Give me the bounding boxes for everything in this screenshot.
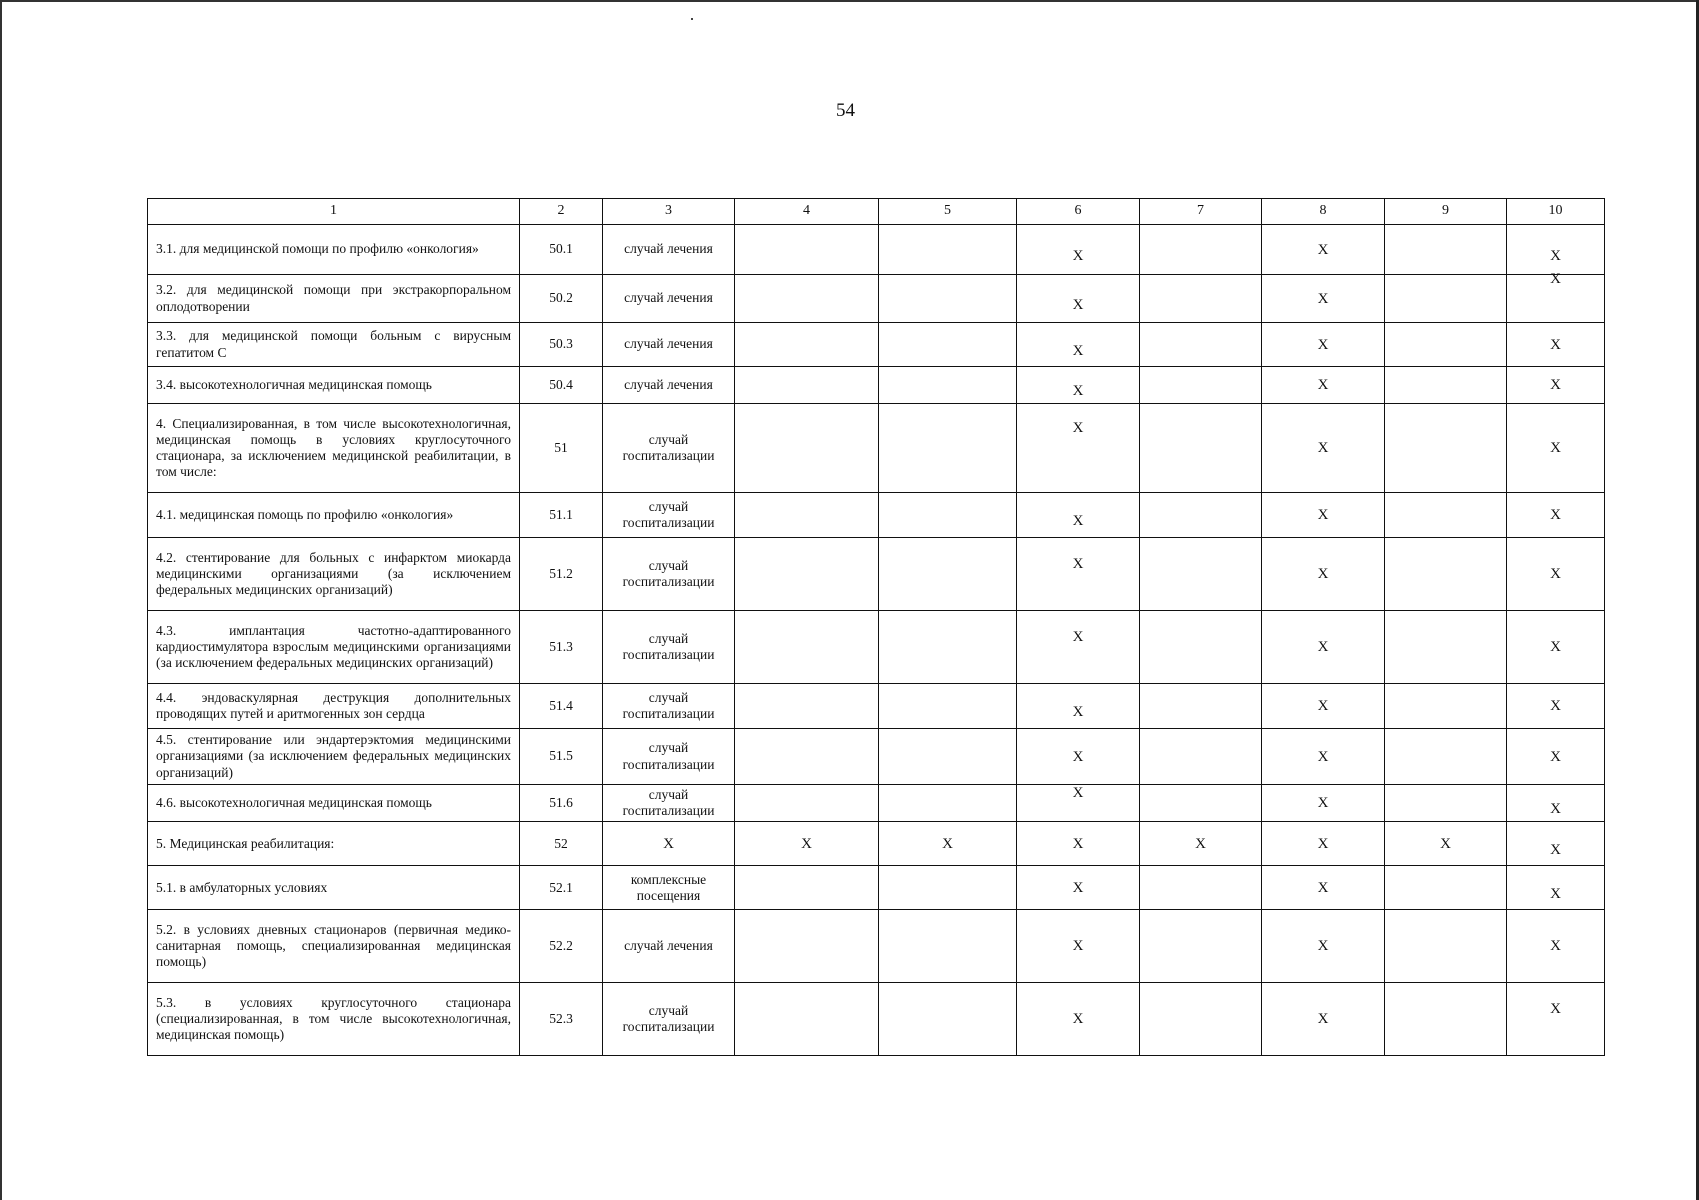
scan-speck: [691, 18, 693, 20]
value-cell: X: [1262, 983, 1385, 1056]
value-cell: [1017, 684, 1140, 729]
table-row: [148, 323, 1605, 367]
row-unit: случай госпитализации: [603, 404, 735, 493]
row-unit: случай госпитализации: [603, 729, 735, 785]
row-code: 51: [520, 404, 603, 493]
value-cell: [1140, 404, 1262, 493]
value-cell: X: [1262, 275, 1385, 323]
row-name: 3.4. высокотехнологичная медицинская помощь: [148, 367, 520, 404]
row-code: 51.5: [520, 729, 603, 785]
value-cell: X: [1507, 729, 1605, 785]
value-cell: [1507, 822, 1605, 866]
row-unit: случай госпитализации: [603, 785, 735, 822]
row-code: 51.4: [520, 684, 603, 729]
cell-mark: X: [1072, 383, 1084, 399]
row-name: 4.4. эндоваскулярная деструкция дополнительных проводящих путей и аритмогенных зон сердца: [148, 684, 520, 729]
cell-mark: X: [1072, 420, 1084, 436]
value-cell: X: [1017, 910, 1140, 983]
value-cell: X: [1385, 822, 1507, 866]
cell-mark: X: [1072, 785, 1084, 802]
value-cell: [1140, 684, 1262, 729]
table-row: [148, 822, 1605, 866]
value-cell: [735, 983, 879, 1056]
row-name: 3.1. для медицинской помощи по профилю «онкология»: [148, 225, 520, 275]
value-cell: [735, 367, 879, 404]
value-cell: [735, 275, 879, 323]
cell-mark: X: [1550, 1001, 1561, 1018]
row-unit: случай лечения: [603, 275, 735, 323]
value-cell: X: [1017, 983, 1140, 1056]
value-cell: [1140, 225, 1262, 275]
data-table: [147, 198, 1605, 1056]
value-cell: X: [1507, 910, 1605, 983]
row-code: 51.1: [520, 493, 603, 538]
table-row: [148, 493, 1605, 538]
value-cell: [735, 323, 879, 367]
value-cell: [1017, 404, 1140, 493]
row-name: 5.3. в условиях круглосуточного стационара (специализированная, в том числе высокотехнологичная, медицинская помощь): [148, 983, 520, 1056]
value-cell: [1017, 225, 1140, 275]
row-unit: случай лечения: [603, 225, 735, 275]
scan-border-top: [0, 0, 1699, 2]
value-cell: X: [1262, 493, 1385, 538]
value-cell: X: [1262, 367, 1385, 404]
value-cell: X: [1507, 493, 1605, 538]
cell-mark: X: [1550, 247, 1561, 264]
table-row: [148, 538, 1605, 611]
header-cell: 10: [1507, 199, 1605, 225]
cell-mark: X: [1550, 270, 1561, 287]
value-cell: [1140, 323, 1262, 367]
row-name: 4.2. стентирование для больных с инфарктом миокарда медицинскими организациями (за исключением федеральных медицинских организаций): [148, 538, 520, 611]
row-unit: случай лечения: [603, 323, 735, 367]
table-row: [148, 367, 1605, 404]
value-cell: X: [1017, 729, 1140, 785]
table-row: [148, 404, 1605, 493]
header-cell: 3: [603, 199, 735, 225]
value-cell: [735, 866, 879, 910]
value-cell: [1385, 785, 1507, 822]
value-cell: [735, 493, 879, 538]
row-unit: случай госпитализации: [603, 983, 735, 1056]
value-cell: X: [1262, 404, 1385, 493]
table-row: [148, 275, 1605, 323]
value-cell: X: [879, 822, 1017, 866]
value-cell: [1017, 323, 1140, 367]
cell-mark: X: [1072, 342, 1084, 359]
header-cell: 6: [1017, 199, 1140, 225]
value-cell: X: [1262, 729, 1385, 785]
row-code: 50.2: [520, 275, 603, 323]
value-cell: X: [1262, 611, 1385, 684]
cell-mark: X: [1550, 841, 1561, 858]
value-cell: [1385, 493, 1507, 538]
page-number: 54: [836, 100, 855, 121]
value-cell: X: [1262, 822, 1385, 866]
value-cell: [735, 611, 879, 684]
row-code: 51.6: [520, 785, 603, 822]
value-cell: [735, 404, 879, 493]
value-cell: X: [1262, 684, 1385, 729]
value-cell: [1385, 611, 1507, 684]
row-name: 5.2. в условиях дневных стационаров (первичная медико-санитарная помощь, специализированная медицинская помощь): [148, 910, 520, 983]
value-cell: X: [1140, 822, 1262, 866]
value-cell: [1385, 538, 1507, 611]
table-header-row: [148, 199, 1605, 225]
value-cell: [1017, 611, 1140, 684]
value-cell: [1140, 538, 1262, 611]
value-cell: X: [1262, 225, 1385, 275]
value-cell: [1507, 785, 1605, 822]
value-cell: [1140, 275, 1262, 323]
value-cell: [1385, 275, 1507, 323]
value-cell: [735, 684, 879, 729]
value-cell: X: [1017, 822, 1140, 866]
header-cell: 4: [735, 199, 879, 225]
row-name: 3.2. для медицинской помощи при экстракорпоральном оплодотворении: [148, 275, 520, 323]
value-cell: [879, 785, 1017, 822]
value-cell: [879, 729, 1017, 785]
value-cell: X: [1507, 404, 1605, 493]
value-cell: [1385, 367, 1507, 404]
value-cell: [879, 367, 1017, 404]
header-cell: 7: [1140, 199, 1262, 225]
row-code: 52.3: [520, 983, 603, 1056]
cell-mark: X: [1550, 801, 1561, 818]
row-name: 4.3. имплантация частотно-адаптированного кардиостимулятора взрослым медицинскими организациями (за исключением федеральных медицинских организаций): [148, 611, 520, 684]
value-cell: X: [1507, 367, 1605, 404]
value-cell: [1140, 611, 1262, 684]
row-unit: случай лечения: [603, 367, 735, 404]
cell-mark: X: [1072, 247, 1084, 264]
value-cell: [1140, 983, 1262, 1056]
row-code: 52.1: [520, 866, 603, 910]
value-cell: [879, 611, 1017, 684]
row-name: 4.5. стентирование или эндартерэктомия медицинскими организациями (за исключением федеральных медицинских организаций): [148, 729, 520, 785]
value-cell: [1385, 910, 1507, 983]
value-cell: [1017, 493, 1140, 538]
value-cell: X: [735, 822, 879, 866]
value-cell: [879, 225, 1017, 275]
table-row: [148, 785, 1605, 822]
value-cell: [1385, 729, 1507, 785]
value-cell: X: [1262, 866, 1385, 910]
value-cell: [735, 729, 879, 785]
value-cell: [1140, 367, 1262, 404]
row-name: 4. Специализированная, в том числе высокотехнологичная, медицинская помощь в условиях круглосуточного стационара, за исключением медицинской реабилитации, в том числе:: [148, 404, 520, 493]
header-cell: 5: [879, 199, 1017, 225]
value-cell: [1140, 493, 1262, 538]
value-cell: [1140, 785, 1262, 822]
value-cell: [1385, 684, 1507, 729]
value-cell: X: [1262, 785, 1385, 822]
value-cell: [735, 785, 879, 822]
table-row: [148, 910, 1605, 983]
value-cell: [879, 538, 1017, 611]
value-cell: [879, 323, 1017, 367]
header-cell: 1: [148, 199, 520, 225]
cell-mark: X: [1072, 704, 1084, 720]
cell-mark: X: [1550, 885, 1561, 902]
header-cell: 2: [520, 199, 603, 225]
row-unit: случай госпитализации: [603, 684, 735, 729]
value-cell: [1385, 225, 1507, 275]
value-cell: [1140, 729, 1262, 785]
value-cell: [1507, 270, 1605, 323]
value-cell: [1507, 225, 1605, 275]
cell-mark: X: [1072, 556, 1084, 572]
value-cell: [1140, 866, 1262, 910]
value-cell: X: [1507, 684, 1605, 729]
table-row: [148, 729, 1605, 785]
value-cell: [1017, 275, 1140, 323]
value-cell: [879, 910, 1017, 983]
row-name: 4.6. высокотехнологичная медицинская помощь: [148, 785, 520, 822]
scan-border-left: [0, 0, 2, 1200]
row-unit: случай госпитализации: [603, 538, 735, 611]
row-code: 51.2: [520, 538, 603, 611]
value-cell: [735, 225, 879, 275]
table-row: [148, 225, 1605, 275]
table-row: [148, 611, 1605, 684]
value-cell: [1017, 538, 1140, 611]
table-row: [148, 684, 1605, 729]
cell-mark: X: [1072, 513, 1084, 529]
cell-mark: X: [1072, 296, 1084, 313]
row-name: 5. Медицинская реабилитация:: [148, 822, 520, 866]
row-unit: случай госпитализации: [603, 493, 735, 538]
table-row: [148, 983, 1605, 1056]
value-cell: [879, 684, 1017, 729]
row-name: 4.1. медицинская помощь по профилю «онкология»: [148, 493, 520, 538]
row-code: 51.3: [520, 611, 603, 684]
row-code: 52: [520, 822, 603, 866]
value-cell: [735, 538, 879, 611]
row-unit: X: [603, 822, 735, 866]
value-cell: [1017, 785, 1140, 822]
value-cell: [1385, 983, 1507, 1056]
row-code: 50.4: [520, 367, 603, 404]
header-cell: 8: [1262, 199, 1385, 225]
value-cell: [1385, 323, 1507, 367]
value-cell: [1385, 866, 1507, 910]
header-cell: 9: [1385, 199, 1507, 225]
value-cell: X: [1507, 611, 1605, 684]
value-cell: [879, 404, 1017, 493]
value-cell: X: [1507, 538, 1605, 611]
value-cell: X: [1017, 866, 1140, 910]
value-cell: [1017, 367, 1140, 404]
cell-mark: X: [1072, 629, 1084, 645]
row-unit: случай лечения: [603, 910, 735, 983]
table-row: [148, 866, 1605, 910]
value-cell: [879, 493, 1017, 538]
value-cell: X: [1262, 538, 1385, 611]
row-code: 50.3: [520, 323, 603, 367]
row-code: 52.2: [520, 910, 603, 983]
value-cell: [735, 910, 879, 983]
value-cell: [1507, 983, 1605, 1056]
value-cell: [879, 866, 1017, 910]
value-cell: X: [1262, 910, 1385, 983]
row-name: 5.1. в амбулаторных условиях: [148, 866, 520, 910]
value-cell: [879, 983, 1017, 1056]
value-cell: [1385, 404, 1507, 493]
value-cell: X: [1262, 323, 1385, 367]
value-cell: [879, 275, 1017, 323]
value-cell: [1507, 866, 1605, 910]
row-unit: случай госпитализации: [603, 611, 735, 684]
row-unit: комплексные посещения: [603, 866, 735, 910]
row-name: 3.3. для медицинской помощи больным с вирусным гепатитом С: [148, 323, 520, 367]
value-cell: [1140, 910, 1262, 983]
row-code: 50.1: [520, 225, 603, 275]
value-cell: X: [1507, 323, 1605, 367]
